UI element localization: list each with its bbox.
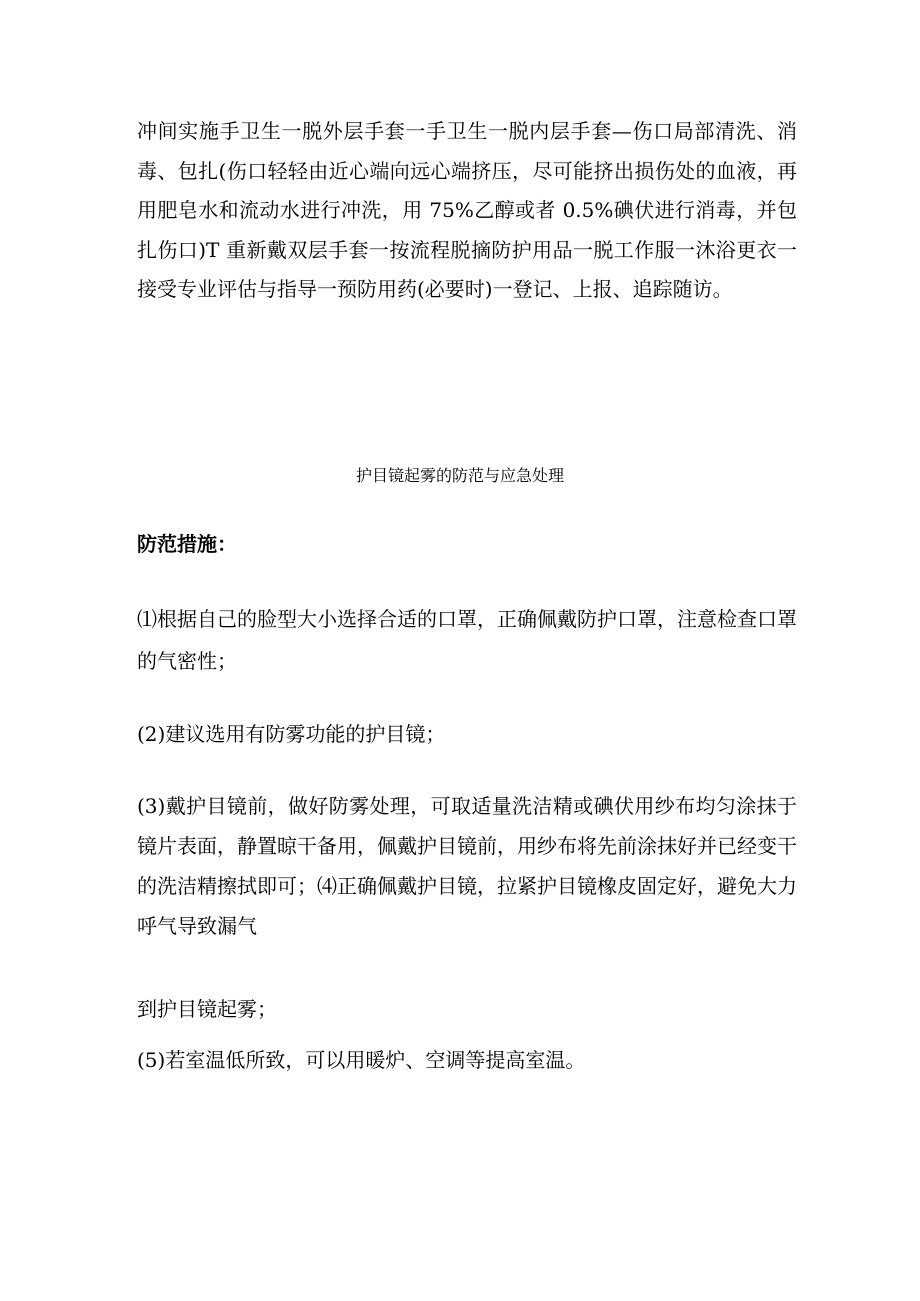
prevention-item-4-continued: 到护目镜起雾； [137,997,277,1021]
prevention-heading: 防范措施： [137,532,237,556]
prevention-item-2: (2)建议选用有防雾功能的护目镜； [137,722,446,746]
section-title: 护目镜起雾的防范与应急处理 [355,466,564,485]
intro-paragraph: 冲间实施手卫生一脱外层手套一手卫生一脱内层手套—伤口局部清洗、消毒、包扎(伤口轻轻由近心端向远心端挤压，尽可能挤出损伤处的血液，再用肥皂水和流动水进行冲洗，用 75%乙醇或者 0.5%碘伏进行消毒，并包扎伤口)T 重新戴双层手套一按流程脱摘防护用品一脱工作服一沐浴更衣一接受专业评估与指导一预防用药(必要时)一登记、上报、追踪随访。 [137,119,797,301]
prevention-item-3-4: (3)戴护目镜前，做好防雾处理，可取适量洗洁精或碘伏用纱布均匀涂抹于镜片表面，静置晾干备用，佩戴护目镜前，用纱布将先前涂抹好并已经变干的洗洁精擦拭即可；⑷正确佩戴护目镜，拉紧护目镜橡皮固定好，避免大力呼气导致漏气 [137,794,797,938]
prevention-item-1: ⑴根据自己的脸型大小选择合适的口罩，正确佩戴防护口罩，注意检查口罩的气密性； [137,607,797,673]
prevention-item-5: (5)若室温低所致，可以用暖炉、空调等提高室温。 [137,1048,586,1072]
